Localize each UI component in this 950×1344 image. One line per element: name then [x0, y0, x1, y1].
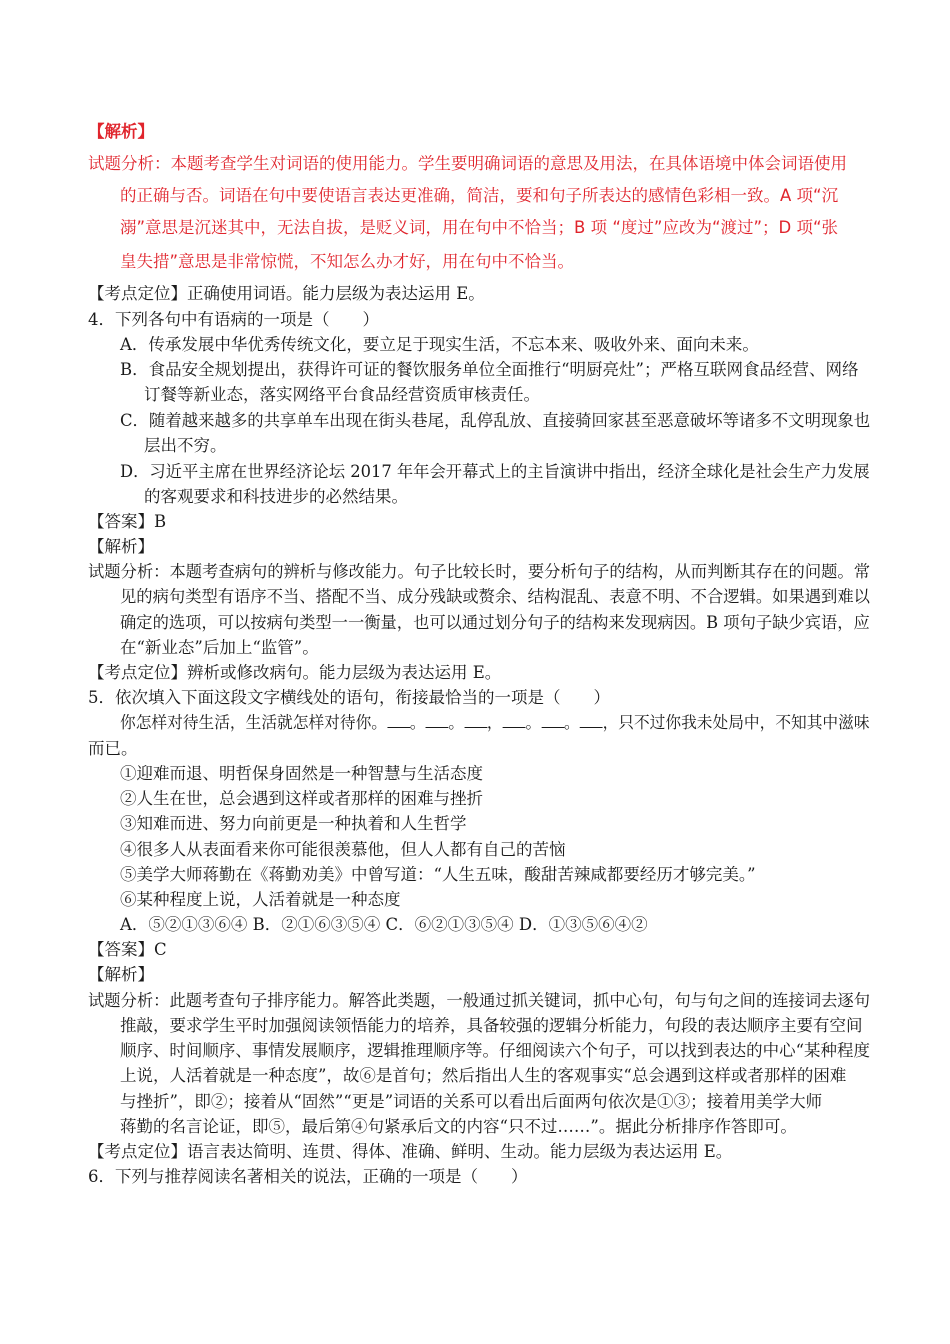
q3-analysis-line: 试题分析：本题考查学生对词语的使用能力。学生要明确词语的意思及用法，在具体语境中体会词语使用: [88, 154, 847, 173]
q4-analysis-line: 见的病句类型有语序不当、搭配不当、成分残缺或赘余、结构混乱、表意不明、不合逻辑。如果遇到难以: [120, 587, 870, 606]
fill-blank: [387, 711, 410, 728]
q5-analysis-line: 上说，人活着就是一种态度”，故⑥是首句；然后指出人生的客观事实“总会遇到这样或者那样的困难: [120, 1066, 847, 1085]
q5-analysis-line: 与挫折”，即②；接着从“固然”“更是”词语的关系可以看出后面两句依次是①③；接着用美学大师: [120, 1092, 823, 1111]
q4-answer: 【答案】B: [88, 512, 167, 531]
fill-blank: [464, 711, 487, 728]
q5-answer: 【答案】C: [88, 940, 167, 959]
fill-blank: [503, 711, 526, 728]
q5-passage-end: 而已。: [88, 739, 138, 758]
q5-analysis-line: 蒋勤的名言论证，即⑤，最后第④句紧承后文的内容“只不过……”。据此分析排序作答即可。: [120, 1117, 797, 1136]
q3-analysis-line: 的正确与否。词语在句中要使语言表达更准确，简洁，要和句子所表达的感情色彩相一致。A 项“沉: [120, 186, 839, 205]
q4-option-b-cont: 订餐等新业态，落实网络平台食品经营资质审核责任。: [144, 385, 540, 404]
q5-analysis-line: 推敲，要求学生平时加强阅读领悟能力的培养，具备较强的逻辑分析能力，句段的表达顺序主要有空间: [120, 1016, 863, 1035]
q5-stem: 5．依次填入下面这段文字横线处的语句，衔接最恰当的一项是（ ）: [88, 688, 610, 707]
q5-item: ②人生在世，总会遇到这样或者那样的困难与挫折: [120, 789, 483, 808]
q3-analysis-line: 皇失措”意思是非常惊慌，不知怎么办才好，用在句中不恰当。: [120, 252, 575, 271]
q4-option-a: A．传承发展中华优秀传统文化，要立足于现实生活，不忘本来、吸收外来、面向未来。: [120, 335, 759, 354]
q4-option-d: D．习近平主席在世界经济论坛 2017 年年会开幕式上的主旨演讲中指出，经济全球化是社会生产力发展: [120, 462, 870, 481]
fill-blank: [541, 711, 564, 728]
fill-blank: [426, 711, 449, 728]
q5-item: ④很多人从表面看来你可能很羡慕他，但人人都有自己的苦恼: [120, 840, 566, 859]
q4-analysis-line: 试题分析：本题考查病句的辨析与修改能力。句子比较长时，要分析句子的结构，从而判断其存在的问题。常: [88, 562, 871, 581]
q4-option-c-cont: 层出不穷。: [144, 436, 227, 455]
q5-jiexi-label: 【解析】: [88, 965, 154, 984]
q4-option-c: C．随着越来越多的共享单车出现在街头巷尾，乱停乱放、直接骑回家甚至恶意破坏等诸多不文明现象也: [120, 411, 871, 430]
q6-stem: 6．下列与推荐阅读名著相关的说法，正确的一项是（ ）: [88, 1167, 528, 1186]
q3-analysis-line: 溺”意思是沉迷其中，无法自拔，是贬义词，用在句中不恰当；B 项 “度过”应改为“渡过”；D 项“张: [120, 218, 839, 237]
q5-item: ⑥某种程度上说，人活着就是一种态度: [120, 890, 401, 909]
q4-kaodian: 【考点定位】辨析或修改病句。能力层级为表达运用 E。: [88, 663, 502, 682]
q4-option-d-cont: 的客观要求和科技进步的必然结果。: [144, 487, 408, 506]
q5-item: ⑤美学大师蒋勤在《蒋勤劝美》中曾写道：“人生五味，酸甜苦辣咸都要经历才够完美。”: [120, 865, 756, 884]
q4-analysis-line: 确定的选项，可以按病句类型一一衡量，也可以通过划分句子的结构来发现病因。B 项句子缺少宾语，应: [120, 613, 870, 632]
q5-passage: 你怎样对待生活，生活就怎样对待你。 。 。 ， 。 。 ，只不过你我未处局中，不知其中滋味: [120, 713, 870, 732]
q3-kaodian: 【考点定位】正确使用词语。能力层级为表达运用 E。: [88, 284, 485, 303]
q4-stem: 4．下列各句中有语病的一项是（ ）: [88, 310, 379, 329]
fill-blank: [580, 711, 603, 728]
q4-analysis-line: 在“新业态”后加上“监管”。: [120, 638, 319, 657]
q5-analysis-line: 试题分析：此题考查句子排序能力。解答此类题，一般通过抓关键词，抓中心句，句与句之间的连接词去逐句: [88, 991, 871, 1010]
q4-option-b: B．食品安全规划提出，获得许可证的餐饮服务单位全面推行“明厨亮灶”；严格互联网食品经营、网络: [120, 360, 859, 379]
q3-jiexi-label: 【解析】: [88, 122, 154, 141]
q5-analysis-line: 顺序、时间顺序、事情发展顺序，逻辑推理顺序等。仔细阅读六个句子，可以找到表达的中心“某种程度: [120, 1041, 870, 1060]
q4-jiexi-label: 【解析】: [88, 537, 154, 556]
q5-item: ①迎难而退、明哲保身固然是一种智慧与生活态度: [120, 764, 483, 783]
q5-kaodian: 【考点定位】语言表达简明、连贯、得体、准确、鲜明、生动。能力层级为表达运用 E。: [88, 1142, 733, 1161]
q5-item: ③知难而进、努力向前更是一种执着和人生哲学: [120, 814, 467, 833]
q5-choices: A．⑤②①③⑥④ B．②①⑥③⑤④ C．⑥②①③⑤④ D．①③⑤⑥④②: [120, 915, 648, 934]
